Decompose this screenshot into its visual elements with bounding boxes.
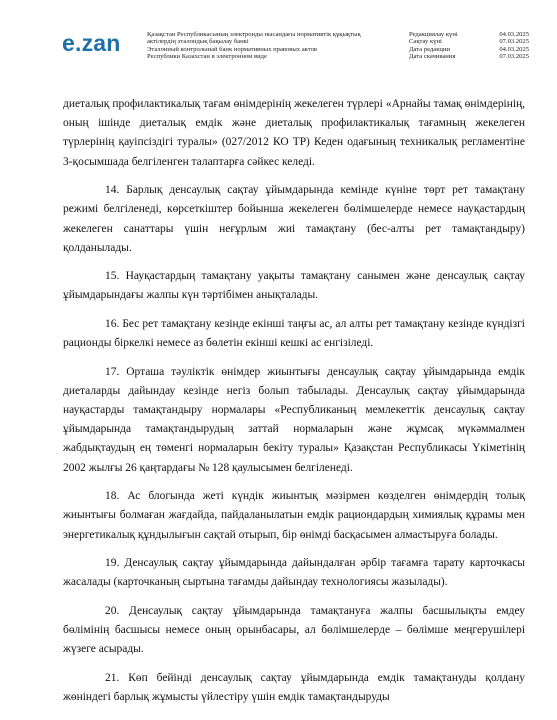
paragraph-16: 16. Бес рет тамақтану кезінде екінші таңғы ас, ал алты рет тамақтану кезінде күндізгі рационды біркелкі немесе аз бөлетін екінші кешкі ас енгізіледі.: [63, 317, 525, 350]
paragraph-18: 18. Ас блогында жеті күндік жиынтық мәзірмен көзделген өнімдердің толық жиынтығы болмаған жағдайда, пайдаланылатын емдік рациондардың химиялық құрамы мен энергетикалық құндылығын сақтай отырып, бір өнімді басқасымен алмастыруға болады.: [63, 490, 525, 541]
header-dates: [409, 31, 529, 60]
paragraph-continuation: диеталық профилактикалық тағам өнімдерінің жекелеген түрлері «Арнайы тамақ өнімдерінің, оның ішінде диеталық емдік және диеталық профилактикалық тағамның жекелеген түрлерінің қауіпсіздігі туралы» (027/2012 КО ТР) Кеден одағының техникалық регламентіне 3-қосымшада белгіленген талаптарға сәйкес келеді.: [63, 98, 525, 168]
header-bank-title: [147, 31, 377, 60]
paragraph-14: 14. Барлық денсаулық сақтау ұйымдарында кемінде күніне төрт рет тамақтану режимі белгіленеді, көрсеткіштер бойынша жекелеген бөлімшелерде немесе науқастардың жекелеген санаттары үшін неғұрлым жиі тамақтану (бес-алты рет тамақтандыру) қолданылады.: [63, 184, 525, 254]
paragraph-17: 17. Орташа тәуліктік өнімдер жиынтығы денсаулық сақтау ұйымдарында емдік диеталарды дайындау кезінде негіз болып табылады. Денсаулық сақтау ұйымдарында науқастарды тамақтандыру нормалары «Республиканың мемлекеттік денсаулық сақтау ұйымдарында тамақтандырудың заттай нормаларын және жұмсақ мүкәммалмен жабдықтаудың ең төменгі нормаларын бекіту туралы» Қазақстан Республикасы Үкіметінің 2002 жылғы 26 қаңтардағы № 128 қаулысымен белгіленеді.: [63, 365, 525, 474]
ezan-logo: e.zan: [62, 30, 121, 56]
date-row: Сақтау күні 07.03.2025: [409, 38, 529, 46]
date-row: Дата редакции 04.03.2025: [409, 45, 529, 53]
header-line: Эталонный контрольный банк нормативных правовых актов: [147, 45, 317, 53]
header-line: актілердің эталондық бақылау банкі: [147, 38, 249, 46]
header-line: Республики Казахстан в электронном виде: [147, 52, 267, 60]
date-row: Редакциялау күні 04.03.2025: [409, 31, 529, 38]
paragraph-20: 20. Денсаулық сақтау ұйымдарында тамақтануға жалпы басшылықты емдеу бөлімінің басшысы немесе оның орынбасары, ал бөлімшелерде – бөлімше меңгерушілері жүзеге асырады.: [63, 604, 525, 656]
date-row: Дата скачивания 07.03.2025: [409, 52, 529, 60]
paragraph-15: 15. Науқастардың тамақтану уақыты тамақтану санымен және денсаулық сақтау ұйымдарындағы жалпы күн тәртібімен анықталады.: [63, 270, 525, 302]
paragraph-19: 19. Денсаулық сақтау ұйымдарында дайындалған әрбір тағамға тарату карточкасы жасалады (карточканың сыртына тағамды дайындау технологиясы жазылады).: [63, 557, 525, 589]
paragraph-21: 21. Көп бейінді денсаулық сақтау ұйымдарында емдік тамақтануды қолдану жөніндегі барлық жұмысты үйлестіру үшін емдік тамақтандыруды: [63, 671, 525, 703]
document-header: [0, 0, 557, 76]
document-body: [63, 95, 525, 716]
header-line: Қазақстан Республикасының электронды нысандағы нормативтік құқықтық: [147, 31, 361, 38]
